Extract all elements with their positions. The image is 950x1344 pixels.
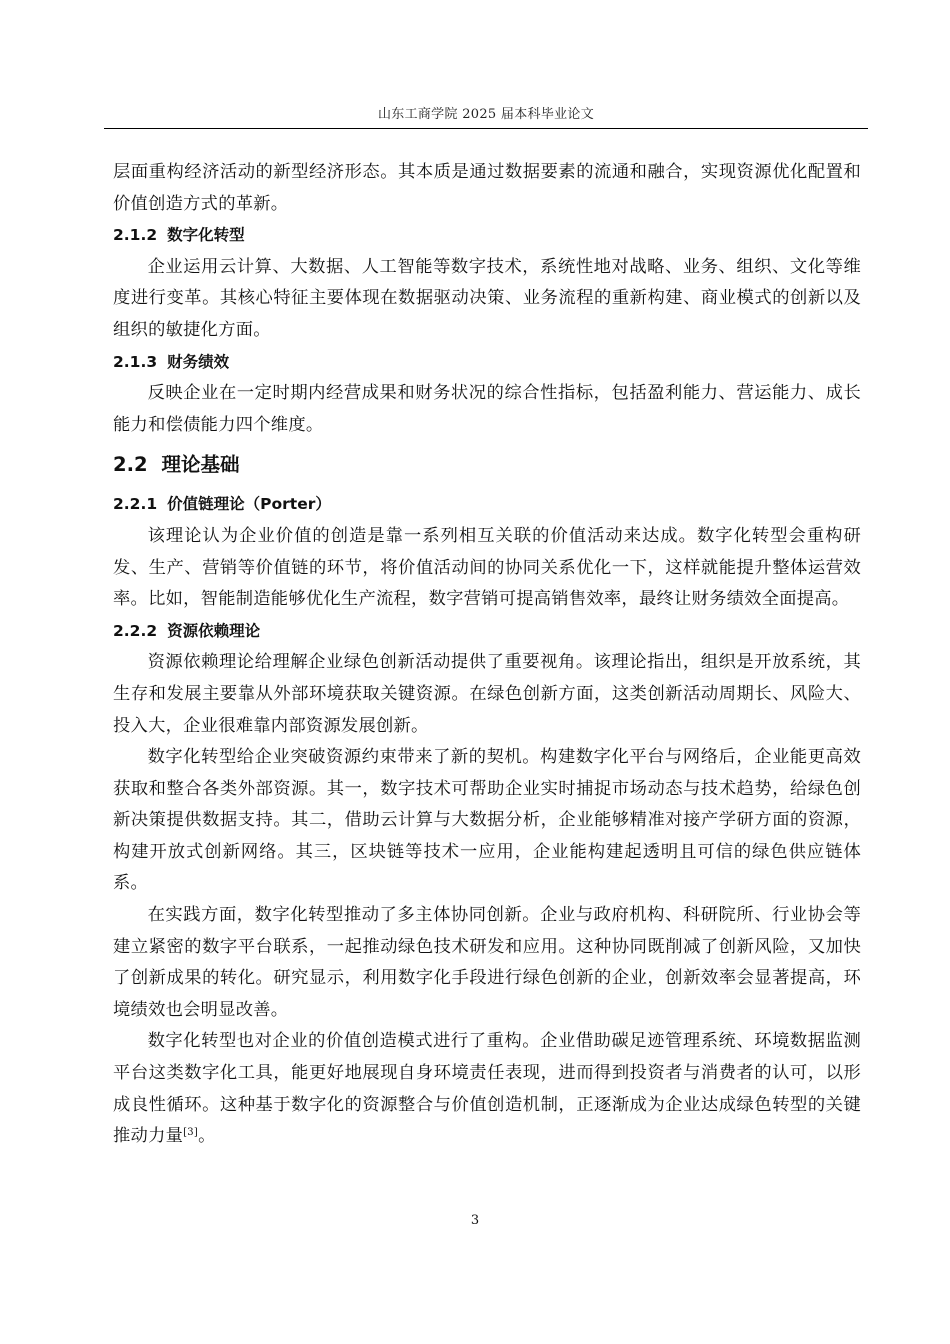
paragraph: 反映企业在一定时期内经营成果和财务状况的综合性指标，包括盈利能力、营运能力、成长能力和偿债能力四个维度。 [113, 383, 861, 435]
paragraph: 在实践方面，数字化转型推动了多主体协同创新。企业与政府机构、科研院所、行业协会等建立紧密的数字平台联系，一起推动绿色技术研发和应用。这种协同既削减了创新风险，又加快了创新成果的转化。研究显示，利用数字化手段进行绿色创新的企业，创新效率会显著提高，环境绩效也会明显改善。 [113, 905, 861, 1020]
section-title: 理论基础 [161, 453, 240, 477]
section-heading-2-1-2 [113, 220, 861, 252]
section-heading-2-2-2 [113, 616, 861, 648]
paragraph: 数字化转型给企业突破资源约束带来了新的契机。构建数字化平台与网络后，企业能更高效获取和整合各类外部资源。其一，数字技术可帮助企业实时捕捉市场动态与技术趋势，给绿色创新决策提供数据支持。其二，借助云计算与大数据分析，企业能够精准对接产学研方面的资源，构建开放式创新网络。其三，区块链等技术一应用，企业能构建起透明且可信的绿色供应链体系。 [113, 747, 861, 894]
section-title: 数字化转型 [167, 226, 245, 245]
section-number: 2.1.3 [113, 352, 158, 371]
section-heading-2-2-1 [113, 489, 861, 521]
section-title: 资源依赖理论 [167, 621, 261, 640]
main-content [113, 157, 861, 1153]
section-heading-2-2 [113, 447, 861, 483]
intro-paragraph: 层面重构经济活动的新型经济形态。其本质是通过数据要素的流通和融合，实现资源优化配置和价值创造方式的革新。 [113, 162, 861, 214]
section-number: 2.1.2 [113, 226, 158, 245]
paragraph-text: 数字化转型也对企业的价值创造模式进行了重构。企业借助碳足迹管理系统、环境数据监测平台这类数字化工具，能更好地展现自身环境责任表现，进而得到投资者与消费者的认可，以形成良性循环。这种基于数字化的资源整合与价值创造机制，正逐渐成为企业达成绿色转型的关键推动力量 [113, 1031, 861, 1147]
paragraph: 该理论认为企业价值的创造是靠一系列相互关联的价值活动来达成。数字化转型会重构研发、生产、营销等价值链的环节，将价值活动间的协同关系优化一下，这样就能提升整体运营效率。比如，智能制造能够优化生产流程，数字营销可提高销售效率，最终让财务绩效全面提高。 [113, 525, 861, 610]
section-number: 2.2.1 [113, 495, 158, 514]
page-number: 3 [470, 1213, 480, 1228]
section-heading-2-1-3 [113, 347, 861, 379]
page-header: 山东工商学院 2025 届本科毕业论文 [377, 107, 595, 122]
citation-reference[interactable]: [3] [183, 1127, 199, 1139]
section-number: 2.2.2 [113, 621, 158, 640]
header-rule [104, 128, 868, 129]
section-title: 价值链理论（Porter） [167, 495, 331, 514]
section-title: 财务绩效 [167, 352, 230, 371]
paragraph-with-citation [113, 1026, 861, 1152]
section-number: 2.2 [113, 453, 148, 477]
paragraph: 资源依赖理论给理解企业绿色创新活动提供了重要视角。该理论指出，组织是开放系统，其生存和发展主要靠从外部环境获取关键资源。在绿色创新方面，这类创新活动周期长、风险大、投入大，企业很难靠内部资源发展创新。 [113, 652, 861, 736]
paragraph: 企业运用云计算、大数据、人工智能等数字技术，系统性地对战略、业务、组织、文化等维度进行变革。其核心特征主要体现在数据驱动决策、业务流程的重新构建、商业模式的创新以及组织的敏捷化方面。 [113, 256, 861, 340]
paragraph-end: 。 [198, 1126, 216, 1147]
